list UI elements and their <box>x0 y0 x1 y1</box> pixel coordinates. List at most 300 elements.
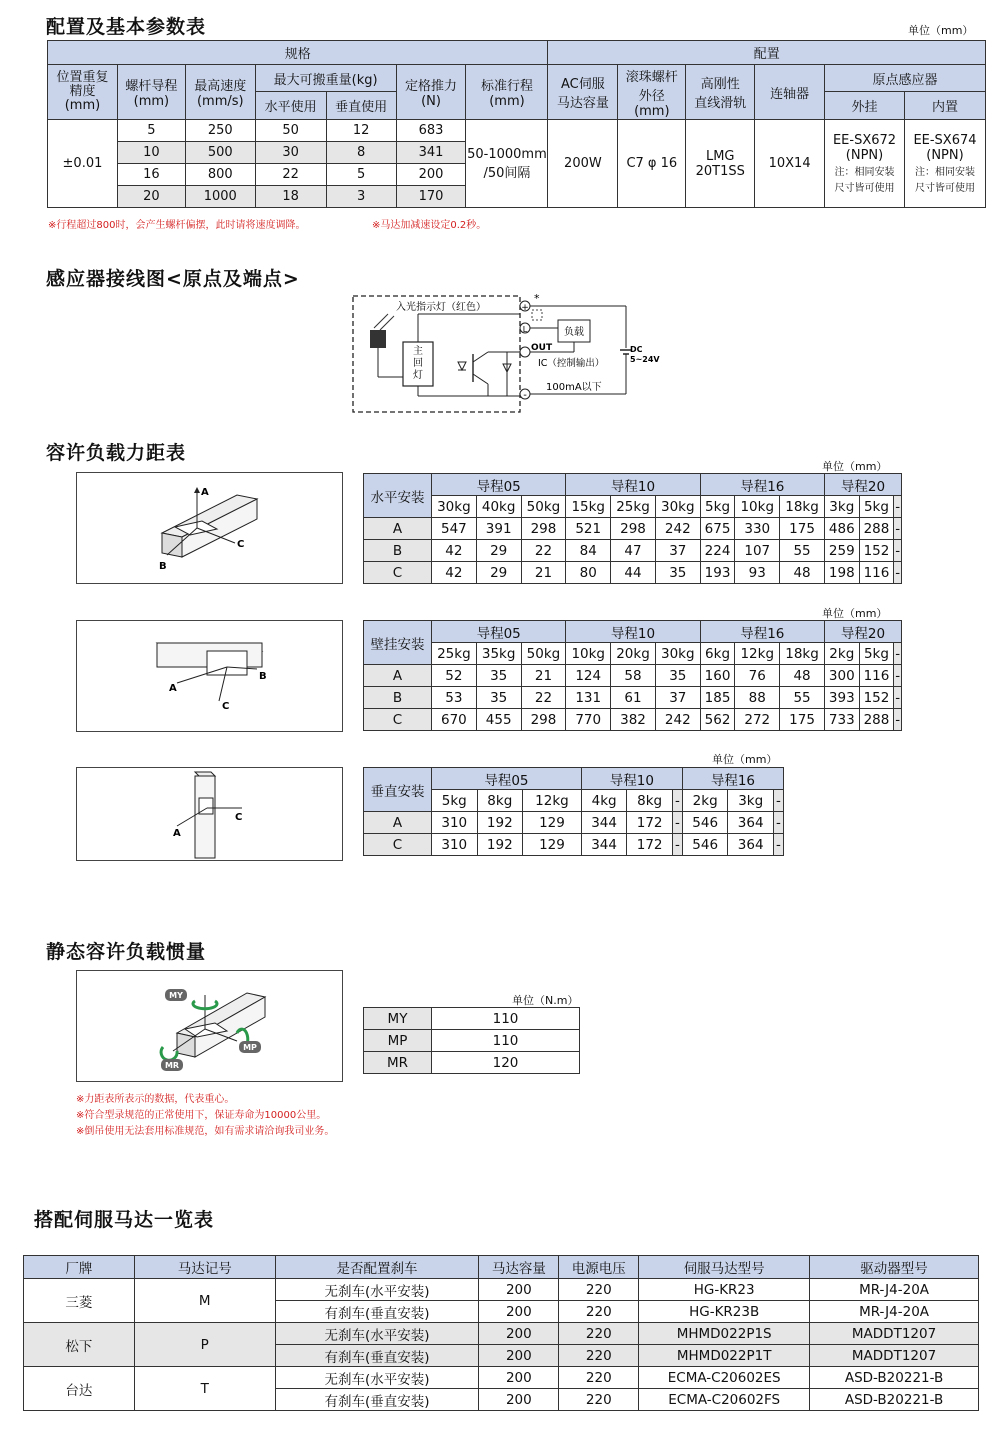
vertical-moment-table <box>363 767 784 856</box>
value-cell: 116 <box>859 665 894 687</box>
svg-text:A: A <box>173 828 181 839</box>
section-title-wiring: 感应器接线图<原点及端点> <box>46 268 300 290</box>
value-cell: - <box>773 834 783 856</box>
speed-cell: 1000 <box>185 186 255 208</box>
value-cell: 310 <box>432 812 478 834</box>
vertical-mount-figure <box>76 767 343 861</box>
lead-group: 导程10 <box>581 768 682 790</box>
table-row <box>364 709 902 731</box>
lead-group: 导程20 <box>824 474 901 496</box>
weight-cell: 30kg <box>655 643 700 665</box>
svg-text:C: C <box>235 812 243 823</box>
value-cell: - <box>894 665 902 687</box>
weight-cell: 6kg <box>700 643 735 665</box>
header-capacity: 马达容量 <box>479 1256 559 1279</box>
value-cell: 393 <box>824 687 859 709</box>
code-cell: M <box>134 1279 275 1323</box>
weight-cell: 3kg <box>728 790 774 812</box>
svg-text:灯: 灯 <box>413 370 423 381</box>
header-internal: 内置 <box>904 92 985 120</box>
row-label: B <box>364 687 432 709</box>
value-cell: 35 <box>655 665 700 687</box>
row-label: A <box>364 518 432 540</box>
value-cell: 35 <box>476 687 521 709</box>
thrust-cell: 341 <box>396 142 466 164</box>
unit-label: 单位（mm） <box>908 24 974 37</box>
group-config: 配置 <box>548 41 986 65</box>
value-cell: 88 <box>735 687 780 709</box>
value-cell: 288 <box>859 709 894 731</box>
lead-group: 导程10 <box>566 621 700 643</box>
value-cell: 37 <box>655 540 700 562</box>
svg-text:*: * <box>534 292 540 305</box>
table-row <box>364 540 902 562</box>
header-motor-model: 伺服马达型号 <box>639 1256 810 1279</box>
weight-cell: 18kg <box>780 496 825 518</box>
value-cell: 110 <box>432 1030 580 1052</box>
speed-cell: 500 <box>185 142 255 164</box>
value-cell: 110 <box>432 1008 580 1030</box>
value-cell: 172 <box>627 834 673 856</box>
value-cell: 486 <box>824 518 859 540</box>
value-cell: 364 <box>728 812 774 834</box>
vertical-cell: 8 <box>326 142 396 164</box>
lead-cell: 5 <box>117 120 185 142</box>
value-cell: 344 <box>581 812 627 834</box>
brake-cell: 无刹车(水平安装) <box>275 1367 479 1389</box>
brake-cell: 有刹车(垂直安装) <box>275 1301 479 1323</box>
row-label: C <box>364 562 432 584</box>
section-title-moment: 容许负载力距表 <box>46 442 187 464</box>
table-row <box>364 834 784 856</box>
svg-text:DC: DC <box>630 345 643 354</box>
table-row <box>364 562 902 584</box>
lead-cell: 16 <box>117 164 185 186</box>
motor-model-cell: ECMA-C20602ES <box>639 1367 810 1389</box>
table-row <box>364 812 784 834</box>
svg-text:-: - <box>523 390 527 401</box>
value-cell: 21 <box>521 665 566 687</box>
value-cell: 300 <box>824 665 859 687</box>
parameter-table <box>47 40 986 208</box>
weight-cell: 50kg <box>521 643 566 665</box>
weight-cell: - <box>894 643 902 665</box>
driver-model-cell: MR-J4-20A <box>810 1279 979 1301</box>
brake-cell: 无刹车(水平安装) <box>275 1323 479 1345</box>
value-cell: 80 <box>566 562 611 584</box>
horizontal-mount-figure <box>76 472 343 584</box>
value-cell: 53 <box>432 687 477 709</box>
svg-text:5~24V: 5~24V <box>630 355 660 364</box>
value-cell: 21 <box>521 562 566 584</box>
header-thrust: 定格推力 (N) <box>396 65 466 120</box>
svg-text:MY: MY <box>169 991 183 1000</box>
weight-cell: 3kg <box>824 496 859 518</box>
value-cell: 37 <box>655 687 700 709</box>
row-label: MP <box>364 1030 432 1052</box>
driver-model-cell: MADDT1207 <box>810 1345 979 1367</box>
value-cell: 670 <box>432 709 477 731</box>
svg-text:MR: MR <box>164 1061 180 1070</box>
table-row <box>24 1367 979 1389</box>
svg-text:C: C <box>222 701 230 712</box>
svg-text:+: + <box>521 303 529 313</box>
horizontal-cell: 30 <box>255 142 326 164</box>
weight-cell: 5kg <box>700 496 735 518</box>
thrust-cell: 200 <box>396 164 466 186</box>
brand-cell: 三菱 <box>24 1279 135 1323</box>
value-cell: 35 <box>476 665 521 687</box>
servo-table <box>23 1255 979 1411</box>
weight-cell: 5kg <box>859 496 894 518</box>
value-cell: - <box>773 812 783 834</box>
driver-model-cell: MADDT1207 <box>810 1323 979 1345</box>
value-cell: 42 <box>432 562 477 584</box>
value-cell: - <box>894 518 902 540</box>
weight-cell: 50kg <box>521 496 566 518</box>
header-screw: 滚珠螺杆 外径 (mm) <box>618 65 686 120</box>
value-cell: 22 <box>521 687 566 709</box>
lead-group: 导程10 <box>566 474 700 496</box>
ic-label: IC（控制输出） <box>538 358 605 369</box>
value-cell: 770 <box>566 709 611 731</box>
value-cell: 298 <box>521 709 566 731</box>
voltage-cell: 220 <box>559 1367 639 1389</box>
value-cell: - <box>672 812 682 834</box>
value-cell: 55 <box>780 540 825 562</box>
table-row <box>364 1030 580 1052</box>
svg-text:A: A <box>169 683 177 694</box>
brake-cell: 无刹车(水平安装) <box>275 1279 479 1301</box>
motor-model-cell: ECMA-C20602FS <box>639 1389 810 1411</box>
capacity-cell: 200 <box>479 1301 559 1323</box>
weight-cell: 2kg <box>824 643 859 665</box>
voltage-cell: 220 <box>559 1323 639 1345</box>
value-cell: - <box>894 687 902 709</box>
brake-cell: 有刹车(垂直安装) <box>275 1389 479 1411</box>
value-cell: 298 <box>611 518 656 540</box>
value-cell: 120 <box>432 1052 580 1074</box>
svg-text:A: A <box>201 487 209 498</box>
value-cell: 242 <box>655 518 700 540</box>
value-cell: 310 <box>432 834 478 856</box>
capacity-cell: 200 <box>479 1323 559 1345</box>
row-label: MY <box>364 1008 432 1030</box>
header-vertical: 垂直使用 <box>326 92 396 120</box>
horizontal-cell: 50 <box>255 120 326 142</box>
header-voltage: 电源电压 <box>559 1256 639 1279</box>
value-cell: - <box>894 540 902 562</box>
table-row <box>364 518 902 540</box>
mount-label: 水平安装 <box>364 474 432 518</box>
code-cell: P <box>134 1323 275 1367</box>
lead-group: 导程20 <box>824 621 901 643</box>
capacity-cell: 200 <box>479 1367 559 1389</box>
value-cell: - <box>672 834 682 856</box>
value-cell: 344 <box>581 834 627 856</box>
wall-moment-table <box>363 620 902 731</box>
value-cell: 298 <box>521 518 566 540</box>
value-cell: 675 <box>700 518 735 540</box>
weight-cell: 15kg <box>566 496 611 518</box>
value-cell: - <box>894 562 902 584</box>
table-row <box>364 687 902 709</box>
weights-row <box>364 496 902 518</box>
value-cell: 288 <box>859 518 894 540</box>
lead-cell: 20 <box>117 186 185 208</box>
weight-cell: 8kg <box>477 790 523 812</box>
weight-cell: 12kg <box>523 790 582 812</box>
value-cell: 52 <box>432 665 477 687</box>
group-spec: 规格 <box>48 41 548 65</box>
svg-text:回: 回 <box>413 358 423 369</box>
value-cell: 55 <box>780 687 825 709</box>
value-cell: 382 <box>611 709 656 731</box>
voltage-cell: 220 <box>559 1301 639 1323</box>
note-stroke: ※行程超过800时，会产生螺杆偏摆，此时请将速度调降。 <box>48 220 306 231</box>
note-center: ※力距表所表示的数据，代表重心。 <box>76 1094 235 1105</box>
wall-mount-figure <box>76 620 343 732</box>
header-accuracy: 位置重复 精度 (mm) <box>48 65 118 120</box>
value-cell: 547 <box>432 518 477 540</box>
driver-model-cell: ASD-B20221-B <box>810 1389 979 1411</box>
note-life: ※符合型录规范的正常使用下，保证寿命为10000公里。 <box>76 1110 327 1121</box>
motor-model-cell: MHMD022P1S <box>639 1323 810 1345</box>
value-cell: 22 <box>521 540 566 562</box>
brake-cell: 有刹车(垂直安装) <box>275 1345 479 1367</box>
svg-text:L: L <box>522 325 528 334</box>
value-cell: 152 <box>859 540 894 562</box>
value-cell: 192 <box>477 812 523 834</box>
svg-text:MP: MP <box>243 1043 257 1052</box>
weight-cell: - <box>672 790 682 812</box>
header-lead: 螺杆导程 (mm) <box>117 65 185 120</box>
weight-cell: 12kg <box>735 643 780 665</box>
value-cell: 160 <box>700 665 735 687</box>
lead-group: 导程05 <box>432 621 566 643</box>
value-cell: 391 <box>476 518 521 540</box>
header-brand: 厂牌 <box>24 1256 135 1279</box>
voltage-cell: 220 <box>559 1345 639 1367</box>
header-coupling: 连轴器 <box>755 65 825 120</box>
horizontal-moment-table <box>363 473 902 584</box>
weight-cell: 5kg <box>432 790 478 812</box>
header-code: 马达记号 <box>134 1256 275 1279</box>
svg-text:C: C <box>237 539 245 550</box>
value-cell: 84 <box>566 540 611 562</box>
capacity-cell: 200 <box>479 1389 559 1411</box>
voltage-cell: 220 <box>559 1279 639 1301</box>
motor-model-cell: HG-KR23 <box>639 1279 810 1301</box>
mount-label: 垂直安装 <box>364 768 432 812</box>
value-cell: 152 <box>859 687 894 709</box>
note-accel: ※马达加减速设定0.2秒。 <box>372 220 487 231</box>
value-cell: 733 <box>824 709 859 731</box>
header-brake: 是否配置刹车 <box>275 1256 479 1279</box>
value-cell: 546 <box>682 812 728 834</box>
voltage-cell: 220 <box>559 1389 639 1411</box>
value-cell: 76 <box>735 665 780 687</box>
row-label: C <box>364 834 432 856</box>
svg-text:负载: 负载 <box>564 327 584 338</box>
inertia-table <box>363 1007 580 1074</box>
table-row <box>364 1052 580 1074</box>
motor-model-cell: HG-KR23B <box>639 1301 810 1323</box>
value-cell: 129 <box>523 812 582 834</box>
table-row <box>24 1279 979 1301</box>
weight-cell: 40kg <box>476 496 521 518</box>
thrust-cell: 170 <box>396 186 466 208</box>
value-cell: 29 <box>476 562 521 584</box>
inertia-figure <box>76 970 343 1082</box>
weight-cell: 5kg <box>859 643 894 665</box>
value-cell: 172 <box>627 812 673 834</box>
value-cell: 546 <box>682 834 728 856</box>
accuracy-cell: ±0.01 <box>48 120 118 208</box>
value-cell: 242 <box>655 709 700 731</box>
lead-group: 导程16 <box>700 621 824 643</box>
value-cell: 116 <box>859 562 894 584</box>
table-row <box>364 1008 580 1030</box>
header-stroke: 标准行程 (mm) <box>466 65 548 120</box>
driver-model-cell: ASD-B20221-B <box>810 1367 979 1389</box>
svg-text:B: B <box>159 561 167 572</box>
value-cell: 193 <box>700 562 735 584</box>
weights-row <box>364 643 902 665</box>
header-speed: 最高速度 (mm/s) <box>185 65 255 120</box>
vertical-cell: 5 <box>326 164 396 186</box>
weight-cell: 2kg <box>682 790 728 812</box>
stroke-cell: 50-1000mm /50间隔 <box>466 120 548 208</box>
value-cell: 48 <box>780 562 825 584</box>
coupling-cell: 10X14 <box>755 120 825 208</box>
unit-label: 单位（N.m） <box>512 994 579 1007</box>
weight-cell: 20kg <box>611 643 656 665</box>
value-cell: 107 <box>735 540 780 562</box>
header-driver-model: 驱动器型号 <box>810 1256 979 1279</box>
table-row <box>24 1323 979 1345</box>
weight-cell: 10kg <box>566 643 611 665</box>
value-cell: 330 <box>735 518 780 540</box>
thrust-cell: 683 <box>396 120 466 142</box>
lead-group: 导程16 <box>682 768 783 790</box>
row-label: B <box>364 540 432 562</box>
value-cell: 521 <box>566 518 611 540</box>
header-payload: 最大可搬重量(kg) <box>255 65 396 92</box>
unit-label: 单位（mm） <box>822 460 888 473</box>
speed-cell: 250 <box>185 120 255 142</box>
row-label: MR <box>364 1052 432 1074</box>
lead-group: 导程05 <box>432 768 582 790</box>
speed-cell: 800 <box>185 164 255 186</box>
table-row <box>364 665 902 687</box>
value-cell: 259 <box>824 540 859 562</box>
value-cell: 192 <box>477 834 523 856</box>
brand-cell: 台达 <box>24 1367 135 1411</box>
weight-cell: 4kg <box>581 790 627 812</box>
led-icon <box>370 330 386 348</box>
horizontal-cell: 22 <box>255 164 326 186</box>
weight-cell: - <box>773 790 783 812</box>
value-cell: 364 <box>728 834 774 856</box>
weight-cell: 35kg <box>476 643 521 665</box>
external-sensor-cell: EE-SX672 (NPN) 注：相同安装 尺寸皆可使用 <box>825 120 905 208</box>
capacity-cell: 200 <box>479 1279 559 1301</box>
internal-sensor-cell: EE-SX674 (NPN) 注：相同安装 尺寸皆可使用 <box>904 120 985 208</box>
section-title-inertia: 静态容许负载惯量 <box>46 941 207 963</box>
lead-cell: 10 <box>117 142 185 164</box>
current-label: 100mA以下 <box>546 382 602 393</box>
header-sensor: 原点感应器 <box>825 65 986 92</box>
mount-label: 壁挂安装 <box>364 621 432 665</box>
header-rail: 高刚性 直线滑轨 <box>686 65 755 120</box>
vertical-cell: 3 <box>326 186 396 208</box>
weight-cell: 18kg <box>780 643 825 665</box>
note-hanging: ※倒吊使用无法套用标准规范，如有需求请洽询我司业务。 <box>76 1126 335 1137</box>
brand-cell: 松下 <box>24 1323 135 1367</box>
value-cell: 48 <box>780 665 825 687</box>
header-horizontal: 水平使用 <box>255 92 326 120</box>
value-cell: 47 <box>611 540 656 562</box>
section-title-servo: 搭配伺服马达一览表 <box>34 1209 215 1231</box>
row-label: A <box>364 812 432 834</box>
weight-cell: 8kg <box>627 790 673 812</box>
capacity-cell: 200 <box>479 1345 559 1367</box>
value-cell: 44 <box>611 562 656 584</box>
weight-cell: 30kg <box>432 496 477 518</box>
wiring-diagram <box>348 292 660 418</box>
out-label: OUT <box>531 343 553 353</box>
horizontal-cell: 18 <box>255 186 326 208</box>
value-cell: 35 <box>655 562 700 584</box>
header-motor: AC伺服 马达容量 <box>548 65 618 120</box>
header-external: 外挂 <box>825 92 905 120</box>
value-cell: 272 <box>735 709 780 731</box>
motor-cell: 200W <box>548 120 618 208</box>
value-cell: 455 <box>476 709 521 731</box>
weight-cell: 10kg <box>735 496 780 518</box>
value-cell: 29 <box>476 540 521 562</box>
value-cell: 224 <box>700 540 735 562</box>
value-cell: 175 <box>780 709 825 731</box>
value-cell: 58 <box>611 665 656 687</box>
screw-cell: C7 φ 16 <box>618 120 686 208</box>
svg-text:主: 主 <box>413 346 423 357</box>
value-cell: 562 <box>700 709 735 731</box>
weight-cell: 25kg <box>611 496 656 518</box>
value-cell: 131 <box>566 687 611 709</box>
code-cell: T <box>134 1367 275 1411</box>
value-cell: 175 <box>780 518 825 540</box>
weight-cell: 25kg <box>432 643 477 665</box>
lead-group: 导程05 <box>432 474 566 496</box>
lead-group: 导程16 <box>700 474 824 496</box>
driver-model-cell: MR-J4-20A <box>810 1301 979 1323</box>
row-label: C <box>364 709 432 731</box>
value-cell: 42 <box>432 540 477 562</box>
led-label: 入光指示灯（红色） <box>396 302 486 313</box>
unit-label: 单位（mm） <box>822 607 888 620</box>
unit-label: 单位（mm） <box>712 753 778 766</box>
motor-model-cell: MHMD022P1T <box>639 1345 810 1367</box>
value-cell: 124 <box>566 665 611 687</box>
value-cell: 129 <box>523 834 582 856</box>
value-cell: - <box>894 709 902 731</box>
row-label: A <box>364 665 432 687</box>
vertical-cell: 12 <box>326 120 396 142</box>
value-cell: 185 <box>700 687 735 709</box>
value-cell: 198 <box>824 562 859 584</box>
